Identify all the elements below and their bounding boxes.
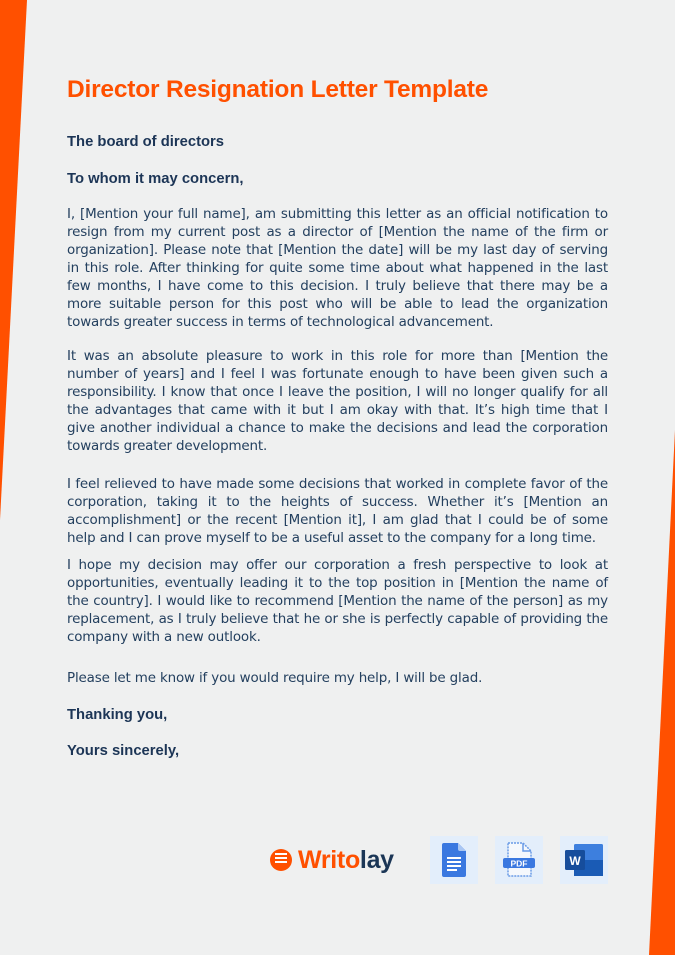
recipient-line: The board of directors bbox=[67, 134, 225, 150]
brand-name-part-1: Writo bbox=[298, 845, 360, 874]
decorative-wedge-left bbox=[0, 0, 28, 525]
svg-text:PDF: PDF bbox=[510, 858, 528, 869]
brand-name-part-2: lay bbox=[359, 845, 394, 874]
svg-text:W: W bbox=[569, 854, 581, 868]
word-icon bbox=[564, 843, 604, 877]
body-paragraph-1: I, [Mention your full name], am submitting this letter as an official notification to resign from my current post as a director of [Mention the name of the firm or organization]. Please note that [Mention the date] will be my last day of serving in this role. After thinking for quite some time about what happened in the last few months, I have come to this decision. I truly believe that there may be a more suitable person for this post who will be able to lead the organization towards greater success in terms of technological advancement. bbox=[67, 207, 608, 330]
writolay-mark-icon bbox=[270, 849, 292, 871]
body-paragraph-2: It was an absolute pleasure to work in this role for more than [Mention the number of years] and I feel I was fortunate enough to have been given such a responsibility. I know that once I leave the position, I will no longer qualify for all the advantages that came with it but I am okay with that. It’s high time that I give another individual a chance to make the decisions and lead the corporation towards greater development. bbox=[67, 349, 608, 454]
body-paragraph-4: I hope my decision may offer our corporation a fresh perspective to look at opportunities, eventually leading it to the top position in [Mention the name of the country]. I would like to recommend [Mention the name of the person] as my replacement, as I truly believe that he or she is perfectly capable of providing the company with a new outlook. bbox=[67, 558, 608, 645]
download-pdf-button[interactable] bbox=[495, 836, 543, 884]
writolay-logo[interactable] bbox=[270, 845, 394, 875]
body-paragraph-3: I feel relieved to have made some decisions that worked in complete favor of the corporation, taking it to the heights of success. Whether it’s [Mention an accomplishment] or the recent [Mention it], I am glad that I could be of some help and I can prove myself to be a useful asset to the company for a long time. bbox=[67, 477, 608, 546]
body-paragraph-5: Please let me know if you would require my help, I will be glad. bbox=[67, 671, 483, 686]
salutation-line: To whom it may concern, bbox=[67, 171, 244, 187]
page-title: Director Resignation Letter Template bbox=[67, 76, 489, 103]
google-docs-icon bbox=[442, 843, 466, 877]
footer bbox=[0, 836, 675, 884]
closing-thanks: Thanking you, bbox=[67, 707, 168, 723]
closing-signoff: Yours sincerely, bbox=[67, 743, 180, 759]
download-google-docs-button[interactable] bbox=[430, 836, 478, 884]
pdf-icon bbox=[502, 842, 536, 878]
download-word-button[interactable] bbox=[560, 836, 608, 884]
